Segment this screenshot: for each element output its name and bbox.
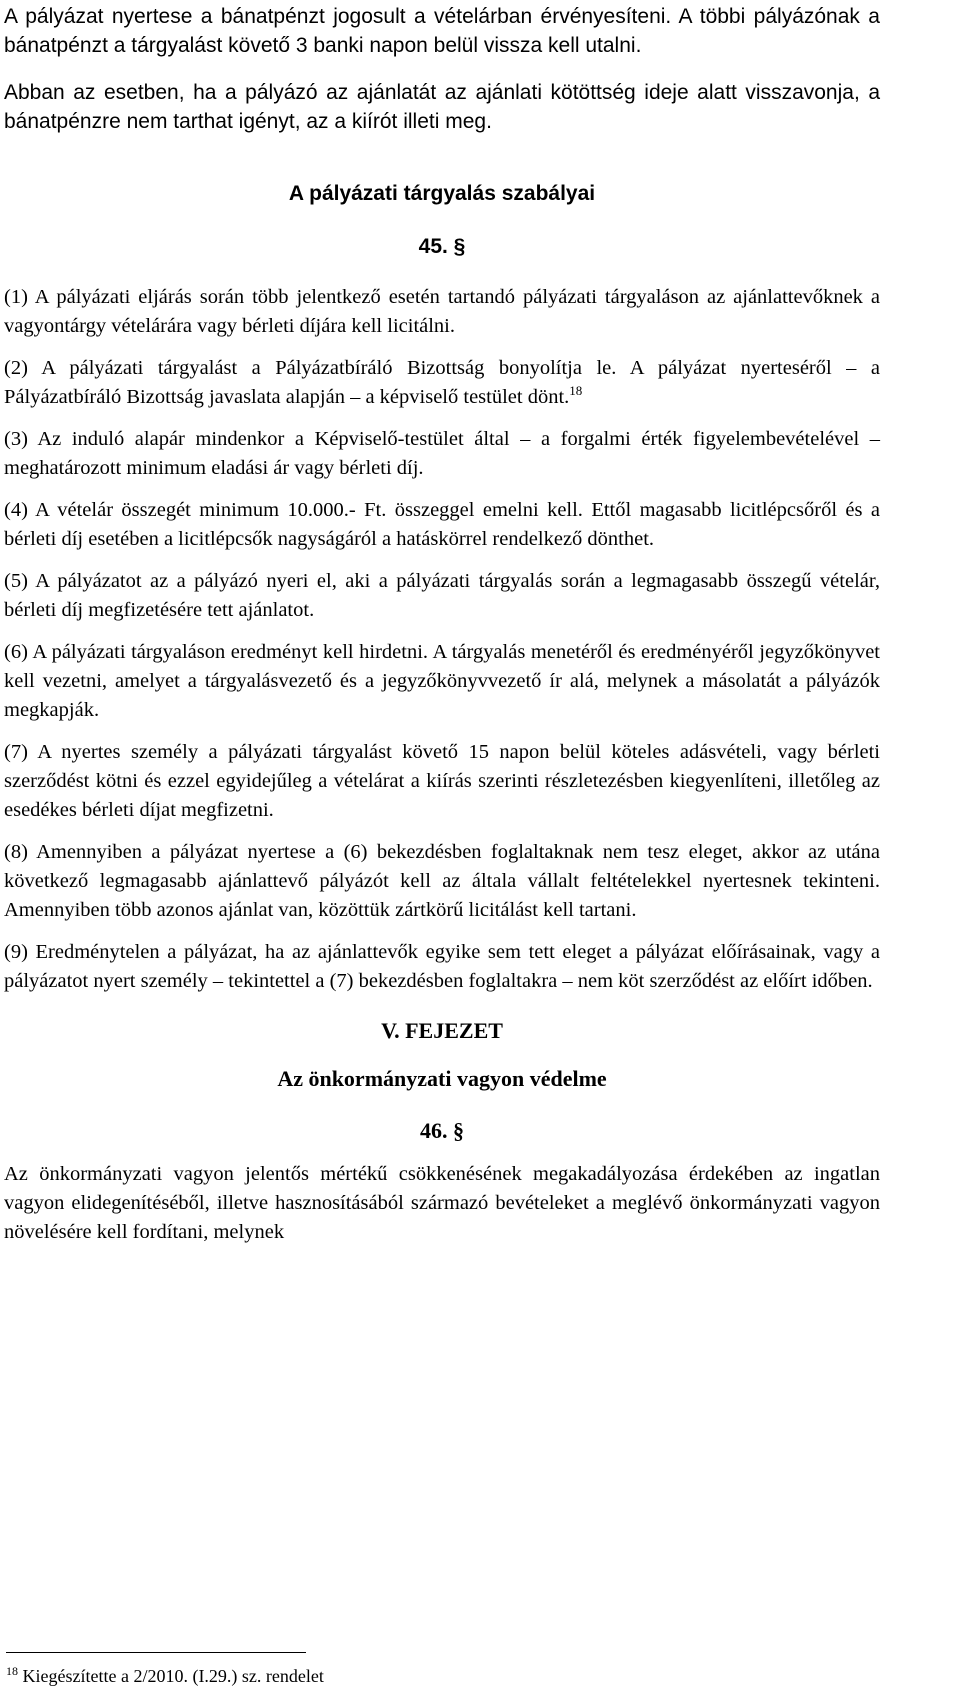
section-45-paragraph-6: (6) A pályázati tárgyaláson eredményt kell hirdetni. A tárgyalás menetéről és eredményéről jegyzőkönyvet kell vezetni, amelyet a tárgyalásvezető és a jegyzőkönyvvezető ír alá, melynek a másolatát a pályázók megkapják. [4, 641, 880, 721]
section-46-number: 46. § [420, 1118, 464, 1143]
footnote-divider [6, 1652, 306, 1653]
section-45-paragraph-2-text: (2) A pályázati tárgyalást a Pályázatbíráló Bizottság bonyolítja le. A pályázat nyerteséről – a Pályázatbíráló Bizottság javaslata alapján – a képviselő testület dönt. [4, 357, 880, 408]
footnote-number: 18 [6, 1664, 18, 1678]
section-45-paragraph-5: (5) A pályázatot az a pályázó nyeri el, aki a pályázati tárgyalás során a legmagasabb összegű vételár, bérleti díj megfizetésére tett ajánlatot. [4, 570, 880, 621]
chapter-title: Az önkormányzati vagyon védelme [277, 1066, 607, 1091]
footnote-reference: 18 [569, 383, 583, 398]
section-45-paragraph-3: (3) Az induló alapár mindenkor a Képviselő-testület által – a forgalmi érték figyelembevételével – meghatározott minimum eladási ár vagy bérleti díj. [4, 428, 880, 479]
intro-paragraph-1: A pályázat nyertese a bánatpénzt jogosult a vételárban érvényesíteni. A többi pályázónak a bánatpénzt a tárgyalást követő 3 banki napon belül vissza kell utalni. [4, 5, 880, 57]
section-45-paragraph-1: (1) A pályázati eljárás során több jelentkező esetén tartandó pályázati tárgyaláson az ajánlattevőknek a vagyontárgy vételárára vagy bérleti díjára kell licitálni. [4, 286, 880, 337]
section-45-number: 45. § [418, 235, 466, 258]
section-title: A pályázati tárgyalás szabályai [288, 182, 596, 205]
section-45-paragraph-2 [4, 354, 880, 412]
document-body [4, 2, 880, 1260]
footnote-text: Kiegészítette a 2/2010. (I.29.) sz. rendelet [22, 1666, 324, 1686]
section-45-paragraph-8: (8) Amennyiben a pályázat nyertese a (6) bekezdésben foglaltaknak nem tesz eleget, akkor az utána következő legmagasabb ajánlattevő pályázót kell az általa vállalt feltételekkel nyertesnek tekinteni. Amennyiben több azonos ajánlat van, közöttük zártkörű licitálást kell tartani. [4, 841, 880, 921]
section-45-paragraph-4: (4) A vételár összegét minimum 10.000.- Ft. összeggel emelni kell. Ettől magasabb licitlépcsőről és a bérleti díj esetében a licitlépcsők nagyságáról a hatáskörrel rendelkező dönthet. [4, 499, 880, 550]
section-45-paragraph-7: (7) A nyertes személy a pályázati tárgyalást követő 15 napon belül köteles adásvételi, vagy bérleti szerződést kötni és ezzel egyidejűleg a vételárat a kiírás szerinti részletezésben kiegyenlíteni, illetőleg az esedékes bérleti díjat megfizetni. [4, 741, 880, 821]
section-45-paragraph-9: (9) Eredménytelen a pályázat, ha az ajánlattevők egyike sem tett eleget a pályázat előírásainak, vagy a pályázatot nyert személy – tekintettel a (7) bekezdésben foglaltakra – nem köt szerződést az előírt időben. [4, 941, 880, 992]
intro-paragraph-2: Abban az esetben, ha a pályázó az ajánlatát az ajánlati kötöttség ideje alatt visszavonja, a bánatpénzre nem tarthat igényt, az a kiírót illeti meg. [4, 81, 880, 133]
footnote [6, 1664, 324, 1688]
chapter-number: V. FEJEZET [381, 1018, 503, 1043]
section-46-paragraph-1: Az önkormányzati vagyon jelentős mértékű csökkenésének megakadályozása érdekében az ingatlan vagyon elidegenítéséből, illetve hasznosításából származó bevételeket a meglévő önkormányzati vagyon növelésére kell fordítani, melynek [4, 1163, 880, 1243]
